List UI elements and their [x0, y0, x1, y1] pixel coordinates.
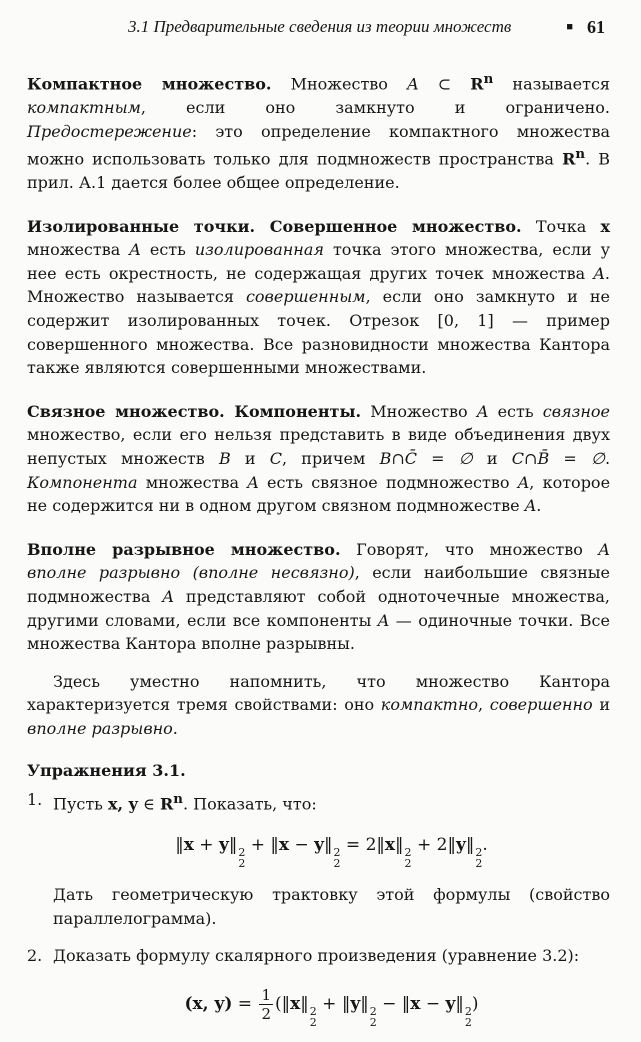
inner-product-formula: (x, y) = $\frac{1}{2}$ (‖x‖ 2 2 + ‖y‖ 2 2 − ‖x − y‖ 2 2 ) [184, 985, 479, 1029]
paragraph-connected-set: Связное множество. Компоненты. Множество A есть связное множество, если его нельзя представить в виде объединения двух непустых множеств B и C, причем B∩C̄ = ∅ и C∩B̄ = ∅. Компонента множества A есть связное подмножество A, которое не содержится ни в одном другом связном подмножестве A. [27, 401, 611, 516]
running-header [128, 14, 605, 40]
one-half-fraction: $\frac{1}{2}$ [261, 985, 271, 1023]
exercises-title: Упражнения 3.1. [27, 760, 186, 780]
exercise-item: 1. Пусть x, y ∈ $R^n$. Показать, что: ‖x + y‖ 2 2 + ‖x − y‖ 2 2 = 2‖x‖ 2 2 + 2‖y‖ 2 2 . Дать геометрическую трактовку этой формулы (свойство параллелограмма). [27, 788, 610, 930]
square-bullet-icon: ■ [566, 21, 573, 33]
exercise-number: 2. [27, 946, 43, 966]
running-header-title: 3.1 Предварительные сведения из теории множеств [128, 17, 512, 36]
exercise-item: 2. Доказать формулу скалярного произведения (уравнение 3.2): (x, y) = $\frac{1}{2}$ (‖x‖ 2 2 + ‖y‖ 2 2 − ‖x − y‖ 2 2 ) [27, 944, 610, 1042]
paragraph-compact-set: Компактное множество. Множество A ⊂ $R^n$ называется компактным, если оно замкнуто и ограничено. Предостережение: это определение компактного множества можно использовать только для подмножеств пространства $R^n$. В прил. А.1 дается более общее определение. [27, 71, 610, 193]
paragraph-isolated-points: Изолированные точки. Совершенное множество. Точка x множества A есть изолированная точка этого множества, если у нее есть окрестность, не содержащая других точек множества A. Множество называется совершенным, если оно замкнуто и не содержит изолированных точек. Отрезок [0, 1] — пример совершенного множества. Все разновидности множества Кантора также являются совершенными множествами. [27, 216, 611, 378]
paragraph-cantor-properties: Здесь уместно напомнить, что множество Кантора характеризуется тремя свойствами: оно компактно, совершенно и вполне разрывно. [27, 671, 610, 738]
paragraph-totally-disconnected: Вполне разрывное множество. Говорят, что множество A вполне разрывно (вполне несвязно), если наибольшие связные подмножества A представляют собой одноточечные множества, другими словами, если все компоненты A — одиночные точки. Все множества Кантора вполне разрывны. [27, 539, 611, 654]
parallelogram-formula: ‖x + y‖ 2 2 + ‖x − y‖ 2 2 = 2‖x‖ 2 2 + 2‖y‖ 2 2 . [175, 835, 488, 871]
page-number: 61 [587, 16, 605, 37]
exercise-number: 1. [27, 790, 43, 810]
page-body [27, 68, 610, 1042]
